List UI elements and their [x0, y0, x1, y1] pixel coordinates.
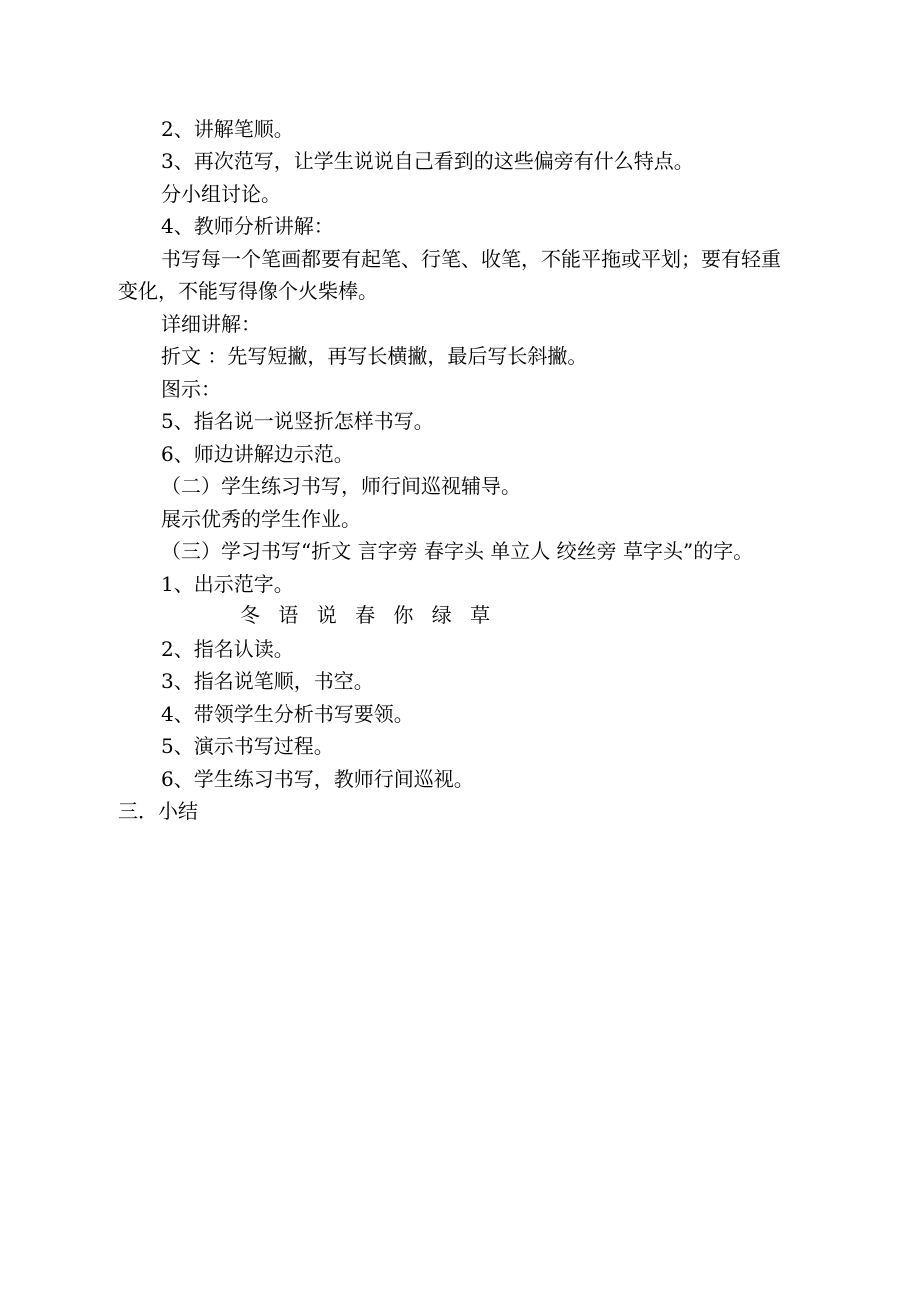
show-student-work: 展示优秀的学生作业。 — [161, 507, 361, 531]
step-5-demonstrate-process: 5、演示书写过程。 — [161, 734, 334, 758]
stroke-writing-rule-continued: 变化，不能写得像个火柴棒。 — [118, 279, 378, 303]
step-4-teacher-analysis: 4、教师分析讲解： — [161, 214, 334, 238]
section-summary-heading: 三．小结 — [118, 799, 198, 823]
step-4-analyze-essentials: 4、带领学生分析书写要领。 — [161, 702, 414, 726]
step-3-demonstrate-again: 3、再次范写，让学生说说自己看到的这些偏旁有什么特点。 — [161, 149, 694, 173]
illustration-label: 图示： — [161, 377, 221, 401]
section-2-practice: （二）学生练习书写，师行间巡视辅导。 — [161, 474, 521, 498]
step-1-show-sample: 1、出示范字。 — [161, 572, 294, 596]
sample-characters: 冬 语 说 春 你 绿 草 — [240, 603, 497, 627]
group-discussion: 分小组讨论。 — [161, 182, 281, 206]
step-5-vertical-fold: 5、指名说一说竖折怎样书写。 — [161, 409, 434, 433]
step-6-student-practice: 6、学生练习书写，教师行间巡视。 — [161, 767, 474, 791]
step-2-read-aloud: 2、指名认读。 — [161, 637, 294, 661]
step-6-demonstration: 6、师边讲解边示范。 — [161, 442, 354, 466]
step-2-stroke-order: 2、讲解笔顺。 — [161, 117, 294, 141]
detailed-explanation-heading: 详细讲解： — [161, 312, 261, 336]
zhewen-explanation: 折文 ：先写短撇，再写长横撇，最后写长斜撇。 — [161, 344, 588, 368]
stroke-writing-rule: 书写每一个笔画都要有起笔、行笔、收笔，不能平拖或平划；要有轻重 — [161, 247, 781, 271]
step-3-air-writing: 3、指名说笔顺，书空。 — [161, 669, 374, 693]
section-3-learn-characters: （三）学习书写“折文 言字旁 春字头 单立人 绞丝旁 草字头”的字。 — [161, 539, 754, 563]
